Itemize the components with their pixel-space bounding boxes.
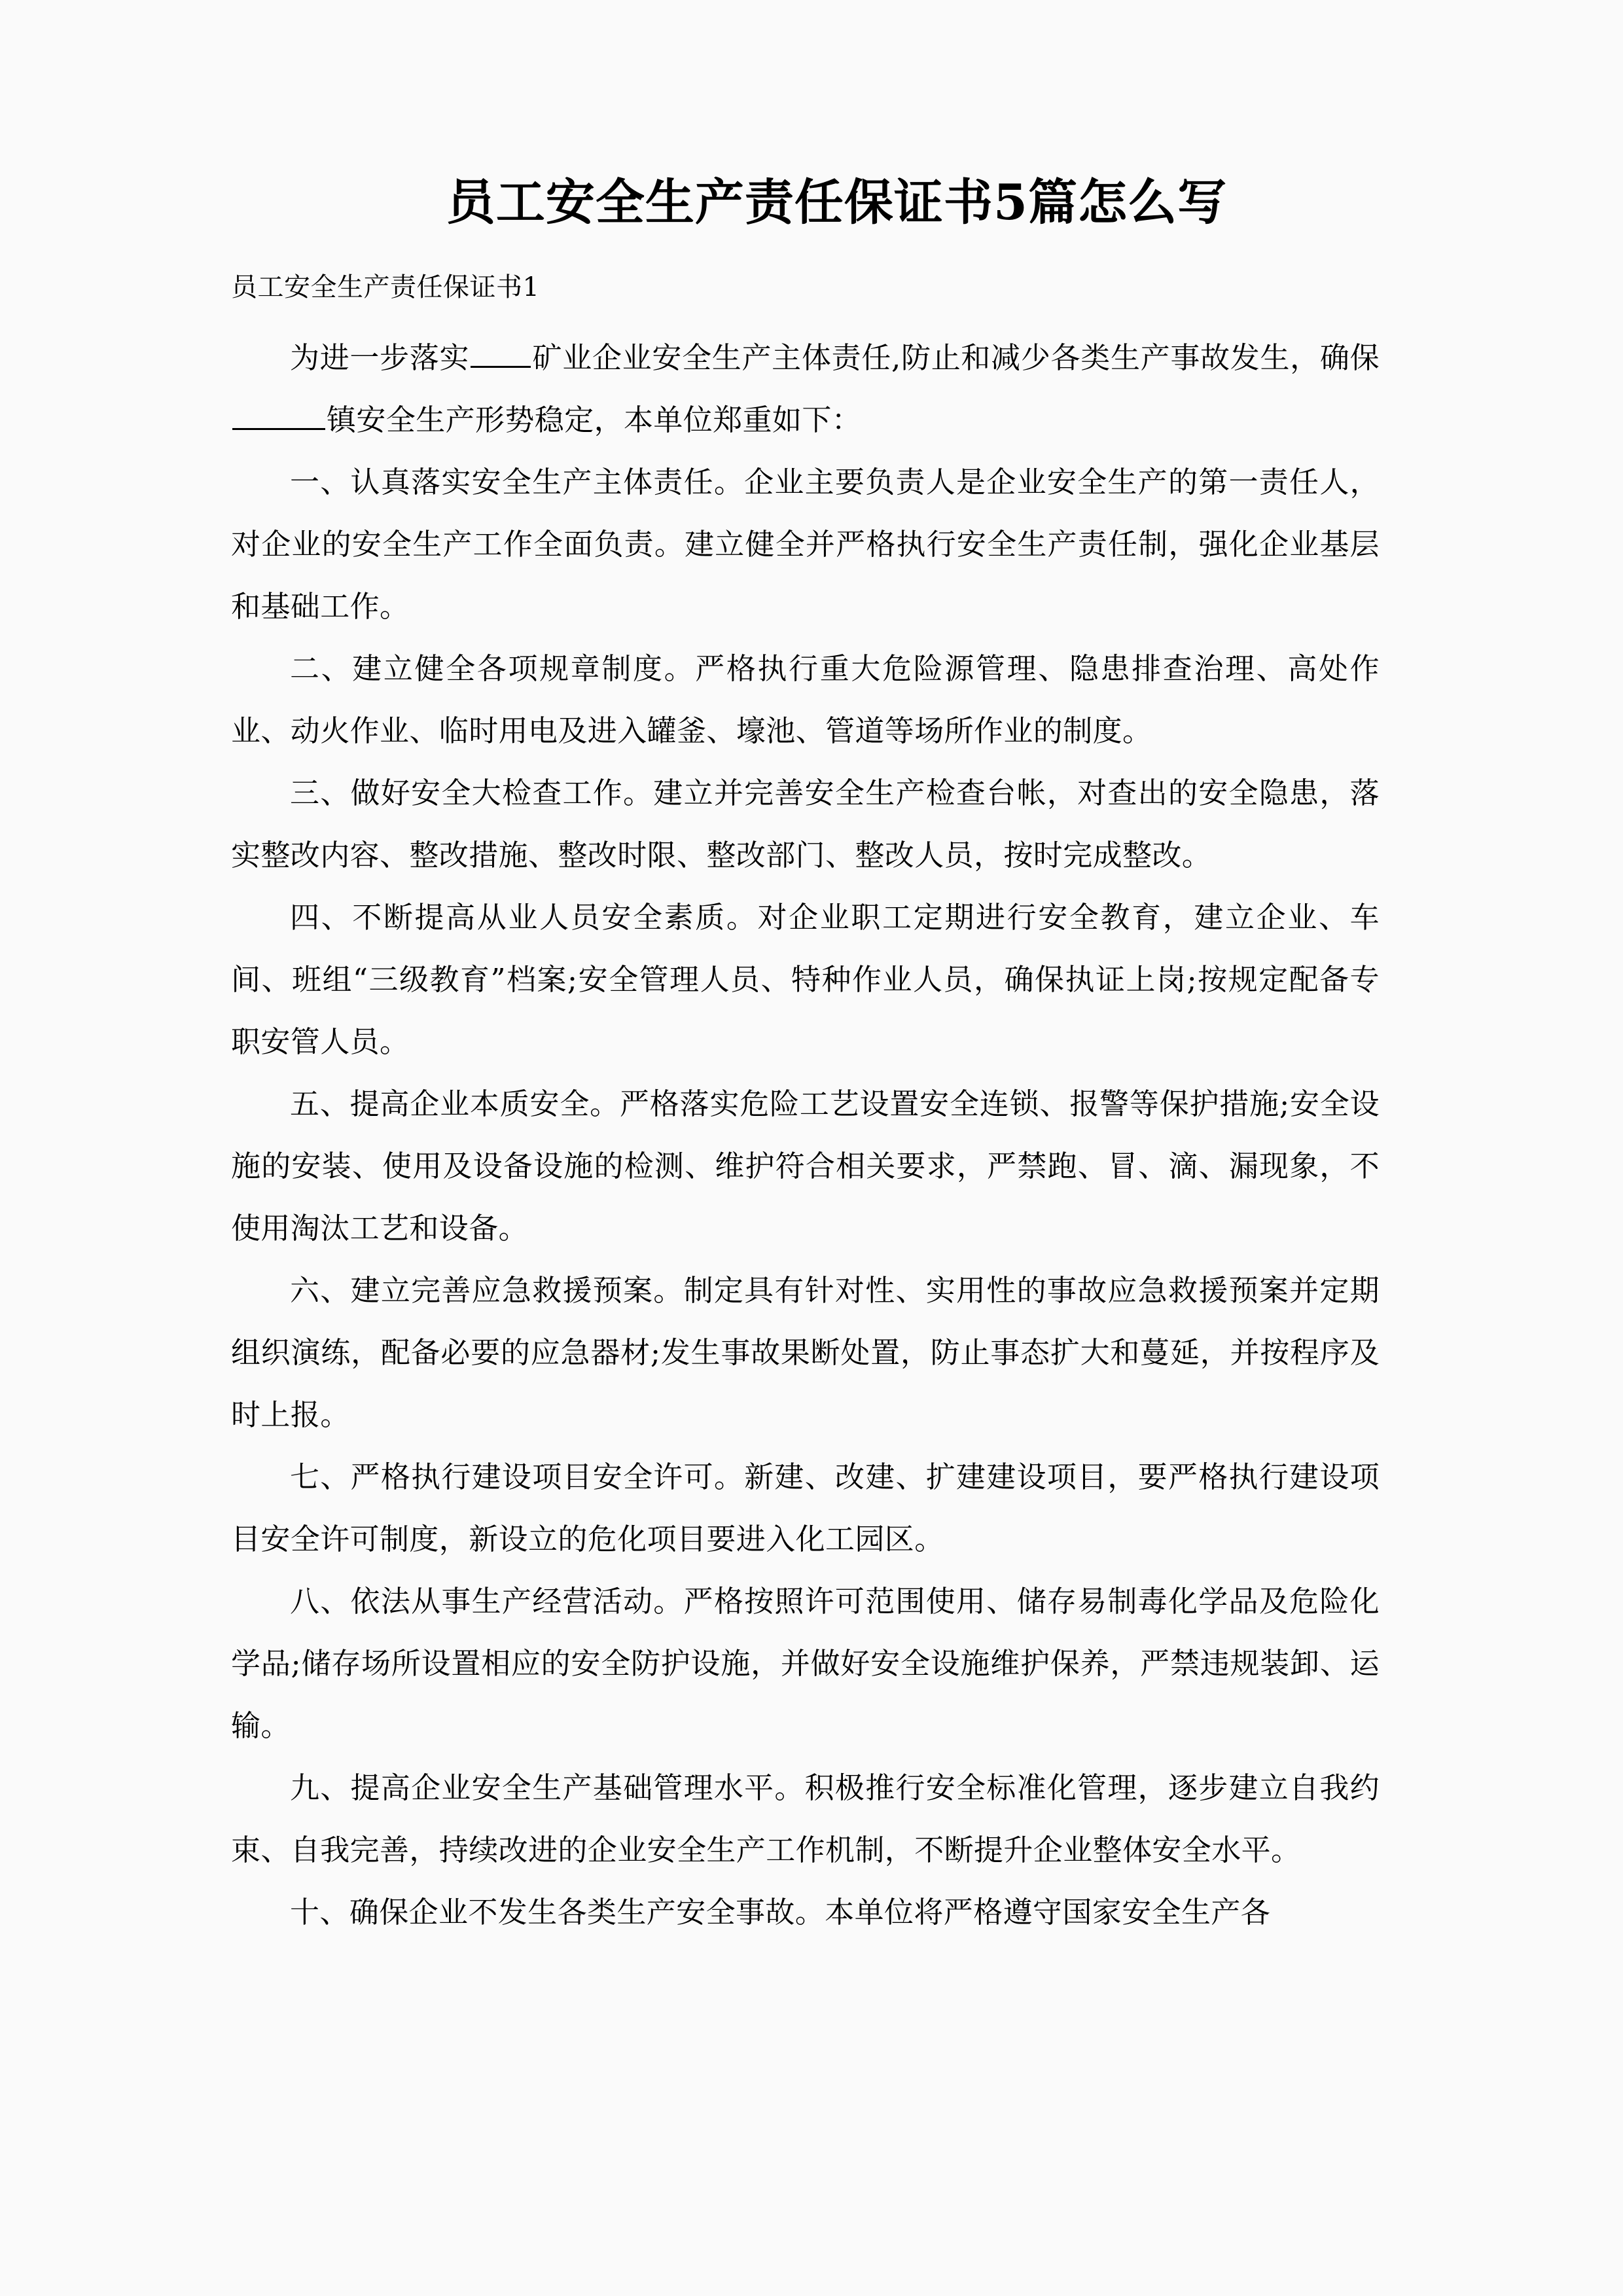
clause-paragraph-6: 六、建立完善应急救援预案。制定具有针对性、实用性的事故应急救援预案并定期组织演练，配备必要的应急器材;发生事故果断处置，防止事态扩大和蔓延，并按程序及时上报。 xyxy=(231,1273,1380,1432)
clause-paragraph-4: 四、不断提高从业人员安全素质。对企业职工定期进行安全教育，建立企业、车间、班组“三级教育”档案;安全管理人员、特种作业人员，确保执证上岗;按规定配备专职安管人员。 xyxy=(231,900,1380,1059)
clause-paragraph-5: 五、提高企业本质安全。严格落实危险工艺设置安全连锁、报警等保护措施;安全设施的安装、使用及设备设施的检测、维护符合相关要求，严禁跑、冒、滴、漏现象，不使用淘汰工艺和设备。 xyxy=(231,1086,1380,1246)
clause-paragraph-9: 九、提高企业安全生产基础管理水平。积极推行安全标准化管理，逐步建立自我约束、自我完善，持续改进的企业安全生产工作机制，不断提升企业整体安全水平。 xyxy=(231,1770,1380,1867)
clause-paragraph-1: 一、认真落实安全生产主体责任。企业主要负责人是企业安全生产的第一责任人，对企业的安全生产工作全面负责。建立健全并严格执行安全生产责任制，强化企业基层和基础工作。 xyxy=(231,465,1380,624)
intro-end-text: 镇安全生产形势稳定，本单位郑重如下： xyxy=(327,403,862,437)
clause-paragraph-8: 八、依法从事生产经营活动。严格按照许可范围使用、储存易制毒化学品及危险化学品;储存场所设置相应的安全防护设施，并做好安全设施维护保养，严禁违规装卸、运输。 xyxy=(231,1584,1380,1743)
clause-paragraph-3: 三、做好安全大检查工作。建立并完善安全生产检查台帐，对查出的安全隐患，落实整改内容、整改措施、整改时限、整改部门、整改人员，按时完成整改。 xyxy=(231,776,1380,872)
fill-in-blank-town[interactable] xyxy=(232,401,325,430)
fill-in-blank-company[interactable] xyxy=(471,338,531,368)
intro-lead-text: 为进一步落实 xyxy=(290,340,470,375)
clause-paragraph-7: 七、严格执行建设项目安全许可。新建、改建、扩建建设项目，要严格执行建设项目安全许可制度，新设立的危化项目要进入化工园区。 xyxy=(231,1460,1380,1556)
clause-paragraph-2: 二、建立健全各项规章制度。严格执行重大危险源管理、隐患排查治理、高处作业、动火作业、临时用电及进入罐釜、壕池、管道等场所作业的制度。 xyxy=(231,651,1380,748)
clause-paragraph-10: 十、确保企业不发生各类生产安全事故。本单位将严格遵守国家安全生产各 xyxy=(290,1895,1271,1929)
intro-middle-text: 矿业企业安全生产主体责任,防止和减少各类生产事故发生，确保 xyxy=(532,340,1380,375)
intro-paragraph xyxy=(231,327,1380,451)
section-subtitle: 员工安全生产责任保证书1 xyxy=(231,272,540,302)
document-body xyxy=(231,300,1380,1943)
page-title: 员工安全生产责任保证书5篇怎么写 xyxy=(446,173,1228,231)
document-content xyxy=(231,0,1380,1943)
